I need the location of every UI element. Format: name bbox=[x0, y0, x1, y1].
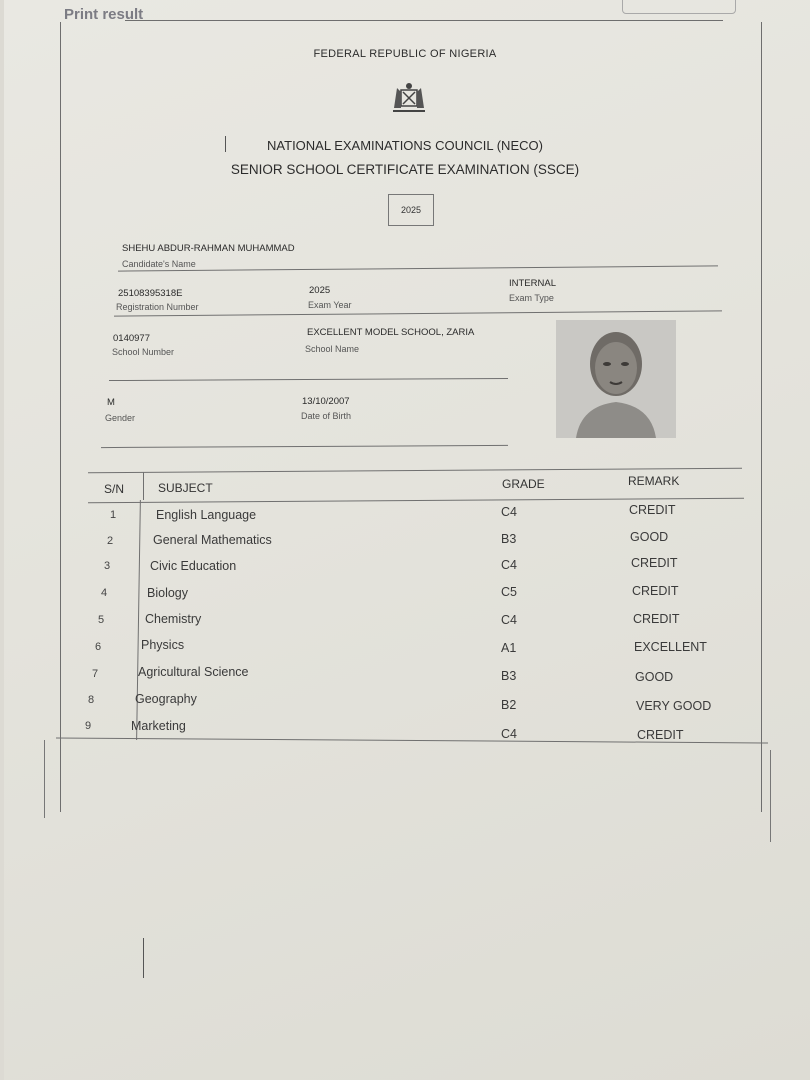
column-divider bbox=[143, 472, 144, 500]
card-border-right-lower bbox=[770, 750, 771, 842]
row-remark: CREDIT bbox=[637, 728, 684, 742]
row-subject: Chemistry bbox=[145, 612, 202, 626]
row-remark: VERY GOOD bbox=[636, 699, 712, 713]
coat-of-arms-emblem bbox=[389, 78, 429, 118]
exam-type-value: INTERNAL bbox=[509, 278, 556, 289]
council-title: NATIONAL EXAMINATIONS COUNCIL (NECO) bbox=[267, 138, 543, 153]
row-sn: 4 bbox=[101, 587, 108, 599]
row-remark: CREDIT bbox=[631, 556, 678, 570]
candidate-photo bbox=[556, 320, 676, 438]
row-subject: Biology bbox=[147, 586, 188, 600]
school-number-label: School Number bbox=[112, 347, 175, 357]
row-sn: 3 bbox=[104, 560, 111, 572]
row-subject: General Mathematics bbox=[153, 533, 272, 547]
exam-year-value: 2025 bbox=[309, 285, 331, 296]
dob-label: Date of Birth bbox=[301, 411, 352, 421]
school-name-label: School Name bbox=[305, 344, 360, 354]
registration-number-label: Registration Number bbox=[116, 302, 199, 312]
row-grade: C5 bbox=[501, 585, 517, 599]
row-grade: C4 bbox=[501, 558, 517, 572]
gender-label: Gender bbox=[105, 413, 136, 423]
remark-header: REMARK bbox=[628, 474, 680, 488]
row-remark: GOOD bbox=[635, 670, 674, 684]
row-subject: English Language bbox=[156, 508, 257, 522]
exam-type-label: Exam Type bbox=[509, 293, 554, 303]
gender-value: M bbox=[107, 397, 115, 408]
row-sn: 9 bbox=[85, 720, 92, 732]
row-sn: 5 bbox=[98, 614, 105, 626]
exam-year-label: Exam Year bbox=[308, 300, 352, 310]
row-grade: C4 bbox=[501, 613, 517, 627]
row-grade: C4 bbox=[501, 505, 517, 519]
pen-mark bbox=[143, 938, 144, 978]
registration-number-value: 25108395318E bbox=[118, 288, 183, 299]
row-grade: B3 bbox=[501, 532, 517, 546]
exam-title: SENIOR SCHOOL CERTIFICATE EXAMINATION (SSCE) bbox=[230, 162, 580, 177]
row-subject: Agricultural Science bbox=[138, 665, 249, 679]
top-button-edge[interactable] bbox=[622, 0, 736, 14]
row-remark: GOOD bbox=[630, 530, 669, 544]
row-subject: Civic Education bbox=[150, 559, 237, 573]
row-sn: 6 bbox=[95, 641, 102, 653]
card-border-left-lower bbox=[44, 740, 45, 818]
candidate-name-value: SHEHU ABDUR-RAHMAN MUHAMMAD bbox=[122, 243, 295, 254]
row-subject: Marketing bbox=[131, 719, 186, 733]
row-grade: C4 bbox=[501, 727, 517, 741]
result-card-top-border bbox=[125, 20, 723, 21]
row-remark: CREDIT bbox=[629, 503, 676, 517]
candidate-name-label: Candidate's Name bbox=[122, 259, 196, 269]
print-result-link[interactable]: Print result bbox=[64, 6, 144, 23]
row-sn: 1 bbox=[110, 509, 117, 521]
subject-header: SUBJECT bbox=[158, 481, 213, 495]
row-sn: 8 bbox=[88, 694, 95, 706]
row-grade: B2 bbox=[501, 698, 517, 712]
dob-value: 13/10/2007 bbox=[302, 396, 350, 407]
grade-header: GRADE bbox=[502, 477, 545, 491]
row-remark: CREDIT bbox=[633, 612, 680, 626]
row-sn: 7 bbox=[92, 668, 99, 680]
row-remark: EXCELLENT bbox=[634, 640, 707, 654]
row-grade: B3 bbox=[501, 669, 517, 683]
school-number-value: 0140977 bbox=[113, 333, 150, 344]
row-subject: Physics bbox=[141, 638, 185, 652]
year-box: 2025 bbox=[388, 194, 434, 226]
country-title: FEDERAL REPUBLIC OF NIGERIA bbox=[313, 48, 497, 60]
row-subject: Geography bbox=[135, 692, 197, 706]
row-grade: A1 bbox=[501, 641, 517, 655]
row-remark: CREDIT bbox=[632, 584, 679, 598]
row-sn: 2 bbox=[107, 535, 114, 547]
school-name-value: EXCELLENT MODEL SCHOOL, ZARIA bbox=[307, 327, 475, 338]
sn-header: S/N bbox=[104, 482, 125, 496]
